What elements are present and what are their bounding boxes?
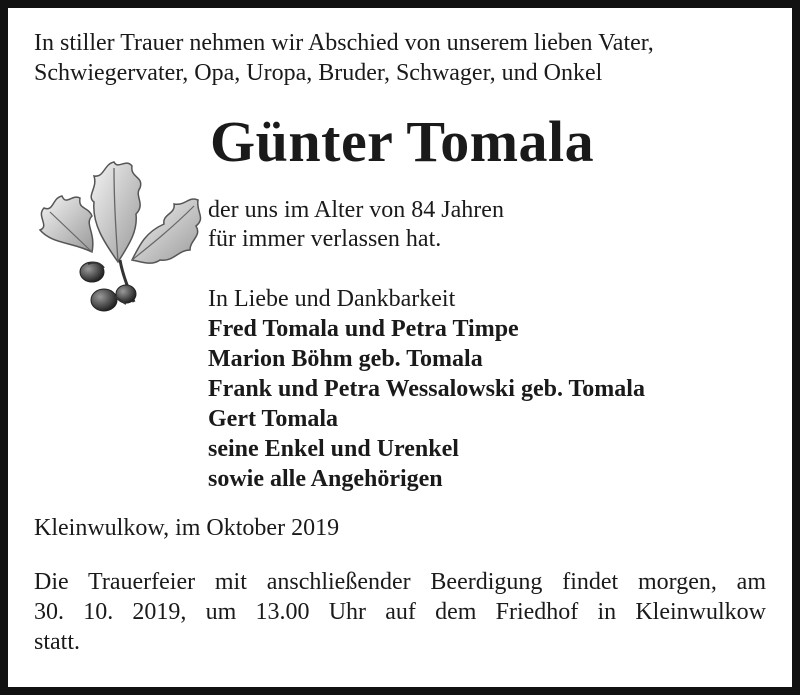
mourners-heading: In Liebe und Dankbarkeit <box>208 286 456 312</box>
service-line-3: statt. <box>34 629 80 655</box>
age-line-1: der uns im Alter von 84 Jahren <box>208 197 504 223</box>
service-line-1: Die Trauerfeier mit anschließender Beerdigung findet morgen, am <box>34 569 766 595</box>
age-text <box>208 196 504 254</box>
service-line-2: 30. 10. 2019, um 13.00 Uhr auf dem Friedhof in Kleinwulkow <box>34 599 766 625</box>
deceased-name: Günter Tomala <box>210 109 595 174</box>
service-info <box>34 567 766 657</box>
intro-text <box>34 28 774 88</box>
mourner-name: Fred Tomala und Petra Timpe <box>208 316 519 342</box>
age-line-2: für immer verlassen hat. <box>208 226 442 252</box>
mourner-name: Marion Böhm geb. Tomala <box>208 346 483 372</box>
oak-leaves-with-acorns-icon <box>22 132 212 322</box>
intro-line-2: Schwiegervater, Opa, Uropa, Bruder, Schwager, und Onkel <box>34 60 603 86</box>
intro-line-1: In stiller Trauer nehmen wir Abschied von unserem lieben Vater, <box>34 30 654 56</box>
mourner-name: seine Enkel und Urenkel <box>208 436 459 462</box>
mourner-name: sowie alle Angehörigen <box>208 466 443 492</box>
place-date: Kleinwulkow, im Oktober 2019 <box>34 515 340 541</box>
mourners-block <box>208 284 645 494</box>
mourner-name: Gert Tomala <box>208 406 338 432</box>
mourner-name: Frank und Petra Wessalowski geb. Tomala <box>208 376 645 402</box>
